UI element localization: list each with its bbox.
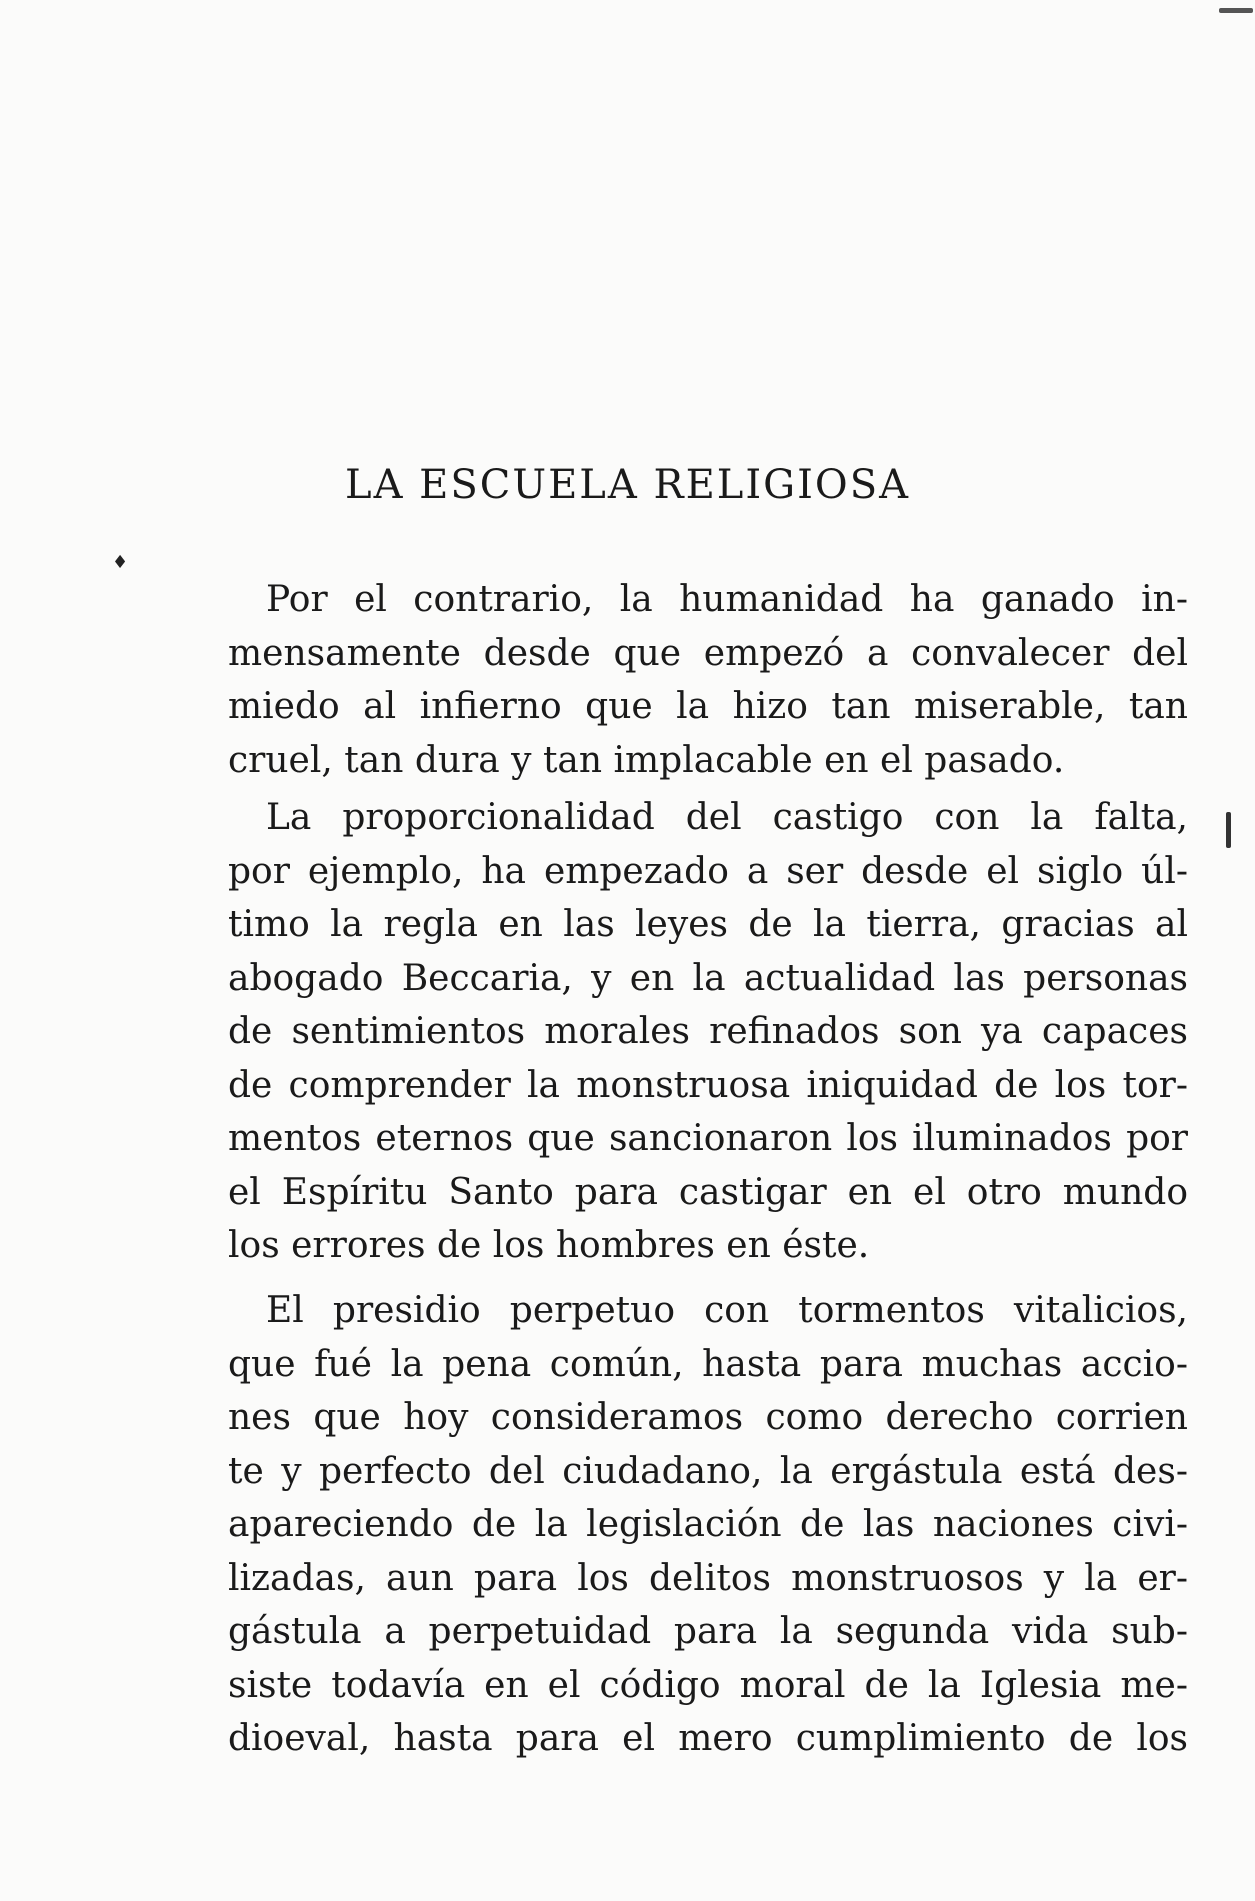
text-line: mensamente desde que empezó a convalecer del bbox=[228, 632, 1188, 674]
text-line: gástula a perpetuidad para la segunda vida sub- bbox=[228, 1611, 1188, 1652]
paragraph-2 bbox=[228, 791, 1188, 1273]
text-line: El presidio perpetuo con tormentos vitalicios, bbox=[266, 1290, 1188, 1331]
paragraph-1 bbox=[228, 573, 1188, 787]
text-line: dioeval, hasta para el mero cumplimiento de los bbox=[228, 1718, 1188, 1759]
text-line: apareciendo de la legislación de las naciones civi- bbox=[228, 1504, 1188, 1545]
text-line: La proporcionalidad del castigo con la falta, bbox=[266, 797, 1188, 838]
text-line: mentos eternos que sancionaron los iluminados por bbox=[228, 1118, 1188, 1159]
margin-mark: ♦ bbox=[112, 552, 129, 573]
paragraph-3 bbox=[228, 1284, 1188, 1766]
text-line: el Espíritu Santo para castigar en el otro mundo bbox=[228, 1171, 1188, 1213]
text-line: los errores de los hombres en éste. bbox=[228, 1225, 870, 1266]
text-line: siste todavía en el código moral de la Iglesia me- bbox=[228, 1664, 1188, 1706]
text-line: miedo al infierno que la hizo tan miserable, tan bbox=[228, 686, 1188, 727]
text-line: Por el contrario, la humanidad ha ganado in- bbox=[266, 579, 1188, 620]
text-line: te y perfecto del ciudadano, la ergástula está des- bbox=[228, 1450, 1188, 1492]
text-line: de sentimientos morales refinados son ya capaces bbox=[228, 1011, 1188, 1052]
text-line: timo la regla en las leyes de la tierra, gracias al bbox=[228, 904, 1188, 945]
text-line: cruel, tan dura y tan implacable en el pasado. bbox=[228, 739, 1065, 781]
text-line: lizadas, aun para los delitos monstruosos y la er- bbox=[228, 1557, 1188, 1599]
text-line: de comprender la monstruosa iniquidad de los tor- bbox=[228, 1064, 1188, 1106]
corner-scan-mark bbox=[1219, 8, 1253, 13]
text-line: que fué la pena común, hasta para muchas accio- bbox=[228, 1343, 1188, 1385]
edge-scan-mark bbox=[1226, 812, 1231, 848]
chapter-title: LA ESCUELA RELIGIOSA bbox=[345, 462, 910, 508]
text-line: por ejemplo, ha empezado a ser desde el siglo úl- bbox=[228, 850, 1188, 892]
text-line: abogado Beccaria, y en la actualidad las personas bbox=[228, 957, 1188, 999]
text-line: nes que hoy consideramos como derecho corrien bbox=[228, 1397, 1188, 1438]
